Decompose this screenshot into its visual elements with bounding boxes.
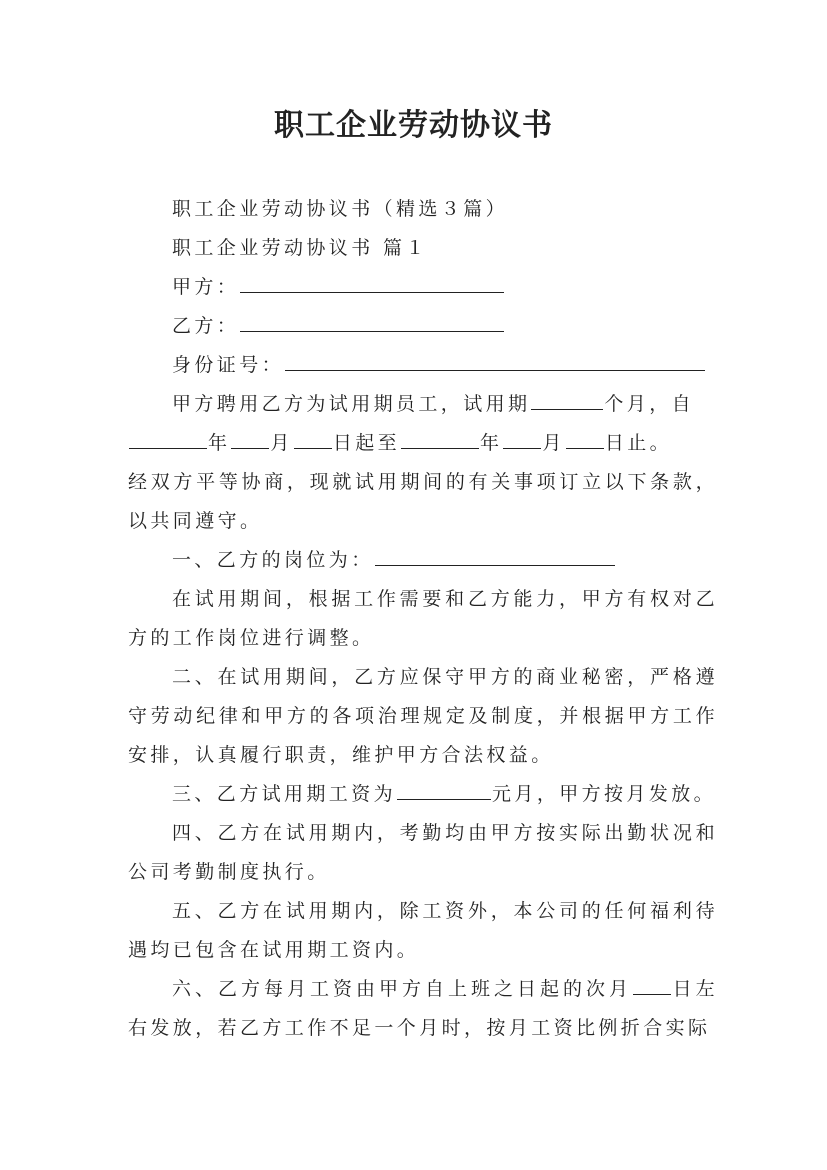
document-body <box>128 190 718 1048</box>
item-1-text: 在试用期间，根据工作需要和乙方能力，甲方有权对乙方的工作岗位进行调整。 <box>128 588 718 649</box>
item-3-text-b: 元月，甲方按月发放。 <box>492 783 717 805</box>
item-5-text: 五、乙方在试用期内，除工资外，本公司的任何福利待遇均已包含在试用期工资内。 <box>128 900 718 961</box>
start-day-blank <box>294 430 332 449</box>
item-2-paragraph <box>128 658 718 775</box>
date-year-2: 年 <box>480 432 503 454</box>
probation-text-2: 个月，自 <box>604 393 695 415</box>
position-blank <box>375 547 615 566</box>
probation-text-1: 甲方聘用乙方为试用期员工，试用期 <box>172 393 531 415</box>
id-label: 身份证号： <box>172 354 285 376</box>
end-year-blank <box>401 430 479 449</box>
item-3-line <box>128 775 718 814</box>
party-a-line <box>128 268 718 307</box>
item-1-paragraph <box>128 580 718 658</box>
subtitle-text: 职工企业劳动协议书（精选３篇） <box>172 198 509 220</box>
end-month-blank <box>503 430 541 449</box>
document-title: 职工企业劳动协议书 <box>274 108 553 143</box>
party-b-line <box>128 307 718 346</box>
date-day-1: 日起至 <box>332 432 401 454</box>
start-year-blank <box>129 430 207 449</box>
item-2-text: 二、在试用期间，乙方应保守甲方的商业秘密，严格遵守劳动纪律和甲方的各项治理规定及制度，并根据甲方工作安排，认真履行职责，维护甲方合法权益。 <box>128 666 718 766</box>
probation-line-3 <box>128 463 718 541</box>
end-day-blank <box>566 430 604 449</box>
date-month-2: 月 <box>542 432 565 454</box>
subtitle-line <box>128 190 718 229</box>
party-a-label: 甲方： <box>172 276 240 298</box>
chapter-line <box>128 229 718 268</box>
probation-months-blank <box>531 391 603 410</box>
item-4-paragraph <box>128 814 718 892</box>
payday-blank <box>633 976 671 995</box>
date-month-1: 月 <box>270 432 293 454</box>
item-3-text-a: 三、乙方试用期工资为 <box>172 783 397 805</box>
date-year-1: 年 <box>208 432 231 454</box>
item-6-text-a: 六、乙方每月工资由甲方自上班之日起的次月 <box>172 978 632 1000</box>
party-b-label: 乙方： <box>172 315 240 337</box>
date-day-2: 日止。 <box>604 432 673 454</box>
id-line <box>128 346 718 385</box>
item-6-paragraph <box>128 970 718 1048</box>
id-blank <box>285 352 705 371</box>
item-1-line <box>128 541 718 580</box>
probation-text-3: 经双方平等协商，现就试用期间的有关事项订立以下条款，以共同遵守。 <box>128 471 718 532</box>
salary-blank <box>397 781 491 800</box>
party-a-blank <box>240 274 504 293</box>
item-1-label: 一、乙方的岗位为： <box>172 549 374 571</box>
item-4-text: 四、乙方在试用期内，考勤均由甲方按实际出勤状况和公司考勤制度执行。 <box>128 822 718 883</box>
item-5-paragraph <box>128 892 718 970</box>
probation-date-line <box>128 424 718 463</box>
probation-line-1 <box>128 385 718 424</box>
start-month-blank <box>231 430 269 449</box>
chapter-text: 职工企业劳动协议书 篇１ <box>172 237 428 259</box>
item-6-text-b: 日左右发放，若乙方工作不足一个月时，按月工资比例折合实际 <box>128 978 718 1039</box>
party-b-blank <box>240 313 504 332</box>
